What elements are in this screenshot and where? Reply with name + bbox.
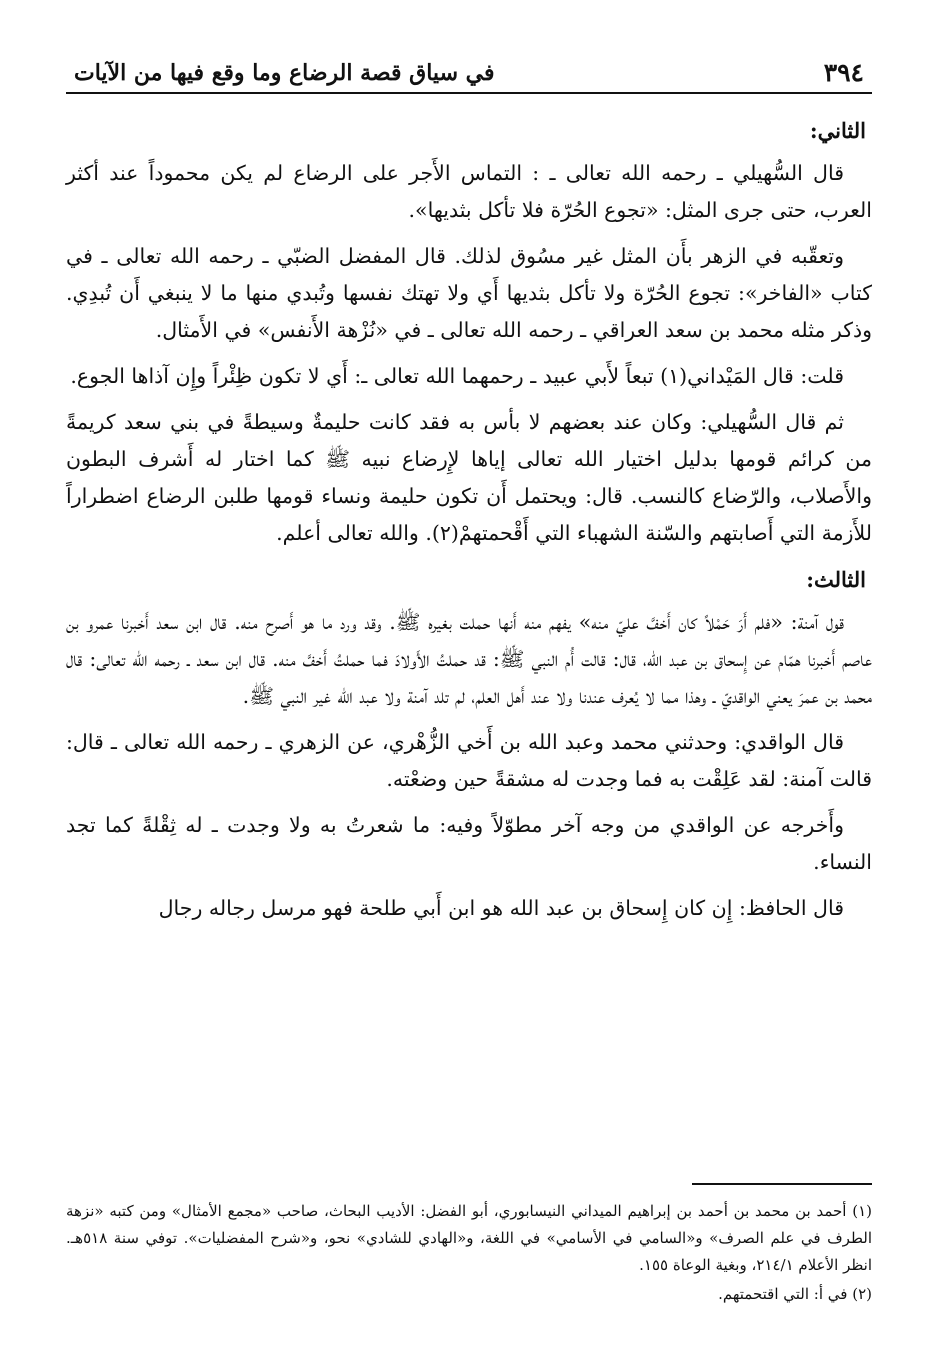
footnote-2: (٢) في أ: التي اقتحمتهم.	[718, 1285, 872, 1303]
footnote-separator	[692, 1183, 872, 1185]
footnotes	[66, 1198, 872, 1310]
running-title: في سياق قصة الرضاع وما وقع فيها من الآيات	[74, 60, 495, 86]
paragraph: قول آمنة: «فلم أَرَ حَمْلاً كان أَخفَّ عليّ منه» يفهم منه أَنها حملت بغيره ﷺ. وقد ورد ما هو أَصرح منه. قال ابن سعد أَخبرنا عمرو بن عاصم أَخبرنا همّام عن إِسحاق بن عبد الله، قال: قالت أُم النبي ﷺ: قد حملتُ الأَولادَ فما حملتُ أَخفَّ منه. قال ابن سعد ـ رحمه الله تعالى: قال محمد بن عمرَ يعني الواقديّ ـ وهذا مما لا يُعرف عندنا ولا عند أَهل العلم، لم تلد آمنة ولا عبد الله غير النبي ﷺ.	[66, 610, 872, 708]
page-header	[66, 52, 872, 94]
paragraph: قلت: قال المَيْداني(١) تبعاً لأَبي عبيد ـ رحمهما الله تعالى ـ: أَي لا تكون ظِئْراً وإِن آذاها الجوع.	[70, 364, 844, 388]
section-heading-third: الثالث:	[806, 567, 866, 592]
paragraph: ثم قال السُّهيلي: وكان عند بعضهم لا بأس به فقد كانت حليمةٌ وسيطةً في بني سعد كريمةً من كرائم قومها بدليل اختيار الله تعالى إياها لإِرضاع نبيه ﷺ كما اختار له أَشرف البطون والأَصلاب، والرّضاع كالنسب. قال: ويحتمل أَن تكون حليمة ونساء قومها طلبن الرضاع اضطراراً للأَزمة التي أَصابتهم والسّنة الشهباء التي أَقْحمتهمْ(٢). والله تعالى أعلم.	[66, 410, 872, 545]
paragraph: قال السُّهيلي ـ رحمه الله تعالى ـ : التماس الأَجر على الرضاع لم يكن محموداً عند أكثر العرب، حتى جرى المثل: «تجوع الحُرّة فلا تأكل بثديها».	[66, 161, 872, 222]
paragraph: وتعقّبه في الزهر بأَن المثل غير مسُوق لذلك. قال المفضل الضبّي ـ رحمه الله تعالى ـ في كتاب «الفاخر»: تجوع الحُرّة ولا تأكل بثديها أَي ولا تهتك نفسها وتُبدي منها ما لا ينبغي أَن تُبدِي. وذكر مثله محمد بن سعد العراقي ـ رحمه الله تعالى ـ في «نُزْهة الأَنفس» في الأَمثال.	[66, 244, 872, 342]
footnote-1: (١) أحمد بن محمد بن أحمد بن إبراهيم الميداني النيسابوري، أبو الفضل: الأديب البحاث، صاحب «مجمع الأمثال» ومن كتبه «نزهة الطرف في علم الصرف» و«السامي في الأسامي» في اللغة، و«الهادي للشادي» نحو، و«شرح المفضليات». توفي سنة ٥١٨هـ. انظر الأعلام ٢١٤/١، وبغية الوعاة ١٥٥.	[66, 1202, 872, 1274]
section-heading-second: الثاني:	[809, 118, 866, 143]
paragraph: قال الحافظ: إِن كان إِسحاق بن عبد الله هو ابن أَبي طلحة فهو مرسل رجاله رجال	[158, 896, 844, 920]
main-text	[66, 112, 872, 936]
paragraph: قال الواقدي: وحدثني محمد وعبد الله بن أَخي الزُّهْري، عن الزهري ـ رحمه الله تعالى ـ قال: قالت آمنة: لقد عَلِقْت به فما وجدت له مشقةً حين وضعْته.	[66, 730, 872, 791]
page-number: ٣٩٤	[823, 58, 864, 87]
paragraph: وأَخرجه عن الواقدي من وجه آخر مطوّلاً وفيه: ما شعرتُ به ولا وجدت ـ له ثِقْلةً كما تجد النساء.	[66, 813, 872, 874]
